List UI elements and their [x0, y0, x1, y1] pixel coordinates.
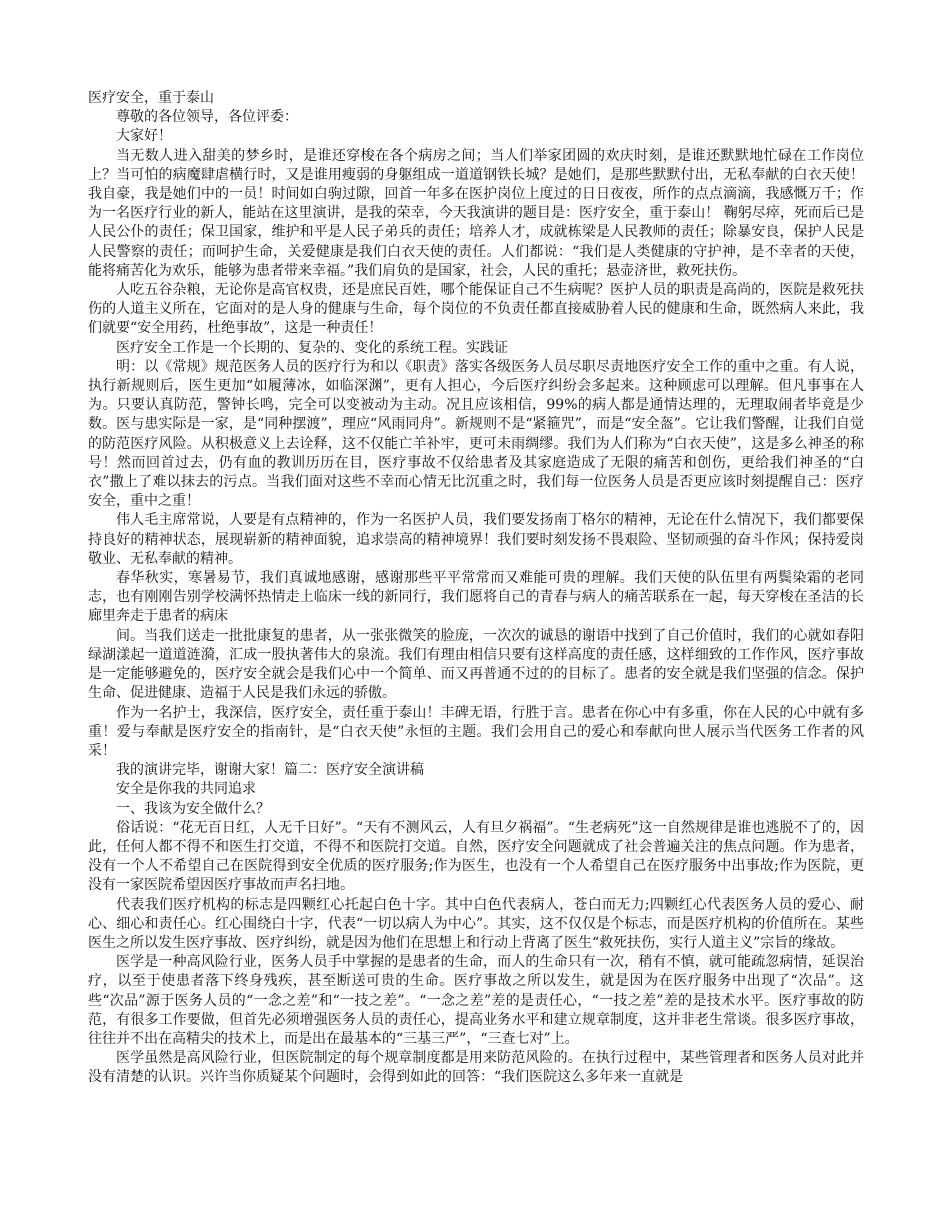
- document-title: 医疗安全，重于泰山: [88, 90, 214, 106]
- body-paragraph: 俗话说：“花无百日红，人无千日好”。“天有不测风云，人有旦夕祸福”。“生老病死”这一自然规律是谁也逃脱不了的，因此，任何人都不得不和医生打交道，不得不和医院打交道。自然，医疗安全问题就成了社会普遍关注的焦点问题。作为患者，没有一个人不希望自己在医院得到安全优质的医疗服务;作为医生，也没有一个人希望自己在医疗服务中出事故;作为医院，更没有一家医院希望因医疗事故而声名扫地。: [88, 819, 864, 894]
- body-paragraph: 医学是一种高风险行业，医务人员手中掌握的是患者的生命，而人的生命只有一次，稍有不慎，就可能疏忽病情，延误治疗，以至于使患者落下终身残疾，甚至断送可贵的生命。医疗事故之所以发生，就是因为在医疗服务中出现了“次品”。这些“次品”源于医务人员的“一念之差”和“一技之差”。“一念之差”差的是责任心，“一技之差”差的是技术水平。医疗事故的防范，有很多工作要做，但首先必须增强医务人员的责任心，提高业务水平和建立规章制度，这并非老生常谈。很多医疗事故，往往并不出在高精尖的技术上，而是出在最基本的“三基三严”，“三查七对”上。: [88, 954, 864, 1047]
- body-paragraph: 间。当我们送走一批批康复的患者，从一张张微笑的脸庞，一次次的诚恳的谢语中找到了自己价值时，我们的心就如春阳绿湖漾起一道道涟漪，汇成一股执著伟大的泉流。我们有理由相信只要有这样高度的责任感，这样细致的工作作风，医疗事故是一定能够避免的，医疗安全就会是我们心中一个简单、而又再普通不过的的目标了。患者的安全就是我们坚强的信念。保护生命、促进健康、造福于人民是我们永远的骄傲。: [88, 627, 864, 702]
- salutation: 尊敬的各位领导，各位评委：: [116, 109, 298, 126]
- body-paragraph: 春华秋实，寒暑易节，我们真诚地感谢，感谢那些平平常常而又难能可贵的理解。我们天使的队伍里有两鬓染霜的老同志，也有刚刚告别学校满怀热情走上临床一线的新同行，我们愿将自己的青春与病人的痛苦联系在一起，每天穿梭在圣洁的长廊里奔走于患者的病床: [88, 570, 864, 625]
- greeting: 大家好！: [116, 128, 172, 145]
- body-paragraph: 作为一名护士，我深信，医疗安全，责任重于泰山！丰碑无语，行胜于言。患者在你心中有多重，你在人民的心中就有多重！爱与奉献是医疗安全的指南针，是“白衣天使”永恒的主题。我们会用自己的爱心和奉献向世人展示当代医务工作者的风采！: [88, 704, 864, 759]
- section-heading: 安全是你我的共同追求: [116, 781, 256, 798]
- body-paragraph: 人吃五谷杂粮，无论你是高官权贵，还是庶民百姓，哪个能保证自己不生病呢？医护人员的职责是高尚的，医院是救死扶伤的人道主义所在，它面对的是人身的健康与生命，每个岗位的不负责任都直接威胁着人民的健康和生命，既然病人来此，我们就要“安全用药，杜绝事故”，这是一种责任！: [88, 282, 864, 337]
- body-paragraph: 我的演讲完毕，谢谢大家！篇二：医疗安全演讲稿: [116, 762, 424, 779]
- document-body: [88, 89, 864, 1088]
- body-paragraph: 当无数人进入甜美的梦乡时，是谁还穿梭在各个病房之间；当人们举家团圆的欢庆时刻，是谁还默默地忙碌在工作岗位上？当可怕的病魔肆虐横行时，又是谁用瘦弱的身躯组成一道道钢铁长城？是她们，是那些默默付出，无私奉献的白衣天使！我自豪，我是她们中的一员！时间如白驹过隙，回首一年多在医护岗位上度过的日日夜夜，所作的点点滴滴，我感慨万千；作为一名医疗行业的新人，能站在这里演讲，是我的荣幸，今天我演讲的题目是：医疗安全，重于泰山！ 鞠躬尽瘁，死而后已是人民公仆的责任；保卫国家，维护和平是人民子弟兵的责任；培养人才，成就栋梁是人民教师的责任；除暴安良，保护人民是人民警察的责任；而呵护生命，关爱健康是我们白衣天使的责任。人们都说：“我们是人类健康的守护神，是不幸者的天使，能将痛苦化为欢乐，能够为患者带来幸福。”我们肩负的是国家，社会，人民的重托；悬壶济世，救死扶伤。: [88, 147, 864, 279]
- body-paragraph: 代表我们医疗机构的标志是四颗红心托起白色十字。其中白色代表病人，苍白而无力;四颗红心代表医务人员的爱心、耐心、细心和责任心。红心围绕白十字，代表“一切以病人为中心”。其实，这不仅仅是个标志，而是医疗机构的价值所在。某些医生之所以发生医疗事故、医疗纠纷，就是因为他们在思想上和行动上背离了医生“救死扶伤，实行人道主义”宗旨的缘故。: [88, 896, 864, 951]
- section-subheading: 一、我该为安全做什么？: [116, 800, 270, 817]
- body-paragraph: 明：以《常规》规范医务人员的医疗行为和以《职责》落实各级医务人员尽职尽责地医疗安全工作的重中之重。有人说，执行新规则后，医生更加“如履薄冰，如临深渊”，更有人担心，今后医疗纠纷会多起来。这种顾虑可以理解。但凡事事在人为。只要认真防范，警钟长鸣，完全可以变被动为主动。况且应该相信，99%的病人都是通情达理的，无理取闹者毕竟是少数。医与患实际是一家，是“同种摆渡”，理应“风雨同舟”。新规则不是“紧箍咒”，而是“安全盔”。它让我们警醒，让我们自觉的防范医疗风险。从积极意义上去诠释，这不仅能亡羊补牢，更可未雨绸缪。我们为人们称为“白衣天使”，这是多么神圣的称号！然而回首过去，仍有血的教训历历在目，医疗事故不仅给患者及其家庭造成了无限的痛苦和创伤，更给我们神圣的“白衣”撒上了难以抹去的污点。当我们面对这些不幸而心情无比沉重之时，我们每一位医务人员是否更应该时刻提醒自己：医疗安全，重中之重！: [88, 358, 864, 510]
- body-paragraph: 伟人毛主席常说，人要是有点精神的，作为一名医护人员，我们要发扬南丁格尔的精神，无论在什么情况下，我们都要保持良好的精神状态，展现崭新的精神面貌，追求崇高的精神境界！我们要时刻发扬不畏艰险、坚韧顽强的奋斗作风；保持爱岗敬业、无私奉献的精神。: [88, 512, 864, 567]
- body-paragraph: 医学虽然是高风险行业，但医院制定的每个规章制度都是用来防范风险的。在执行过程中，某些管理者和医务人员对此并没有清楚的认识。兴许当你质疑某个问题时，会得到如此的回答：“我们医院这么多年来一直就是: [88, 1050, 864, 1086]
- body-paragraph: 医疗安全工作是一个长期的、复杂的、变化的系统工程。实践证: [116, 339, 508, 356]
